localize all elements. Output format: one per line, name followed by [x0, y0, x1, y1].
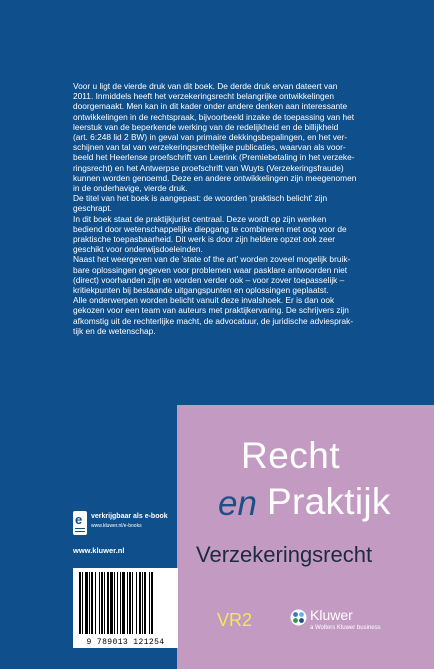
barcode-bar: [101, 572, 103, 634]
barcode-bar: [127, 572, 128, 634]
barcode-bar: [144, 572, 146, 634]
barcode-bar: [79, 572, 81, 634]
barcode-bar: [129, 572, 131, 634]
barcode-bar: [120, 572, 121, 634]
blurb-paragraph: De titel van het boek is aangepast: de woorden 'praktisch belicht' zijn geschrapt.: [73, 193, 328, 214]
ebook-label: verkrijgbaar als e-book: [91, 513, 168, 520]
barcode-bar: [91, 572, 93, 634]
barcode-bars: [73, 568, 178, 648]
ebook-url: www.kluwer.nl/e-books: [91, 523, 142, 529]
book-subtitle: Verzekeringsrecht: [196, 542, 373, 567]
barcode-bar: [142, 572, 143, 634]
barcode-bar: [99, 572, 100, 634]
blurb-paragraph: Naast het weergeven van de 'state of the art' worden zoveel mogelijk bruik- bare oplossingen gegeven voor problemen waar pasklare antwoorden niet (direct) voorhanden zijn en worden verder ook – voor zover toepasselijk – kritiekpunten bij bestaande uitgangspunten en oplossingen geplaatst.: [73, 254, 351, 296]
barcode-bar: [89, 572, 90, 634]
publisher-tagline: a Wolters Kluwer business: [310, 625, 381, 631]
publisher-website: www.kluwer.nl: [73, 546, 125, 555]
volume-code: VR2: [217, 610, 253, 630]
barcode-bar: [132, 572, 133, 634]
barcode-bar: [85, 572, 88, 634]
isbn-barcode: [73, 568, 178, 648]
series-title-recht: Recht: [241, 435, 341, 476]
barcode-bar: [114, 572, 115, 634]
ebook-icon: e: [73, 511, 87, 535]
barcode-bar: [151, 572, 153, 634]
barcode-bar: [104, 572, 105, 634]
barcode-bar: [136, 572, 137, 634]
blurb-paragraph: In dit boek staat de praktijkjurist centraal. Deze wordt op zijn wenken bediend door wetenschappelijke diepgang te combineren met oog voor de praktische toepasbaarheid. Dit werk is door zijn heldere opzet ook zeer geschikt voor onderwijsdoeleinden.: [73, 213, 347, 255]
barcode-bar: [149, 572, 150, 634]
series-title-en: en: [218, 484, 257, 523]
barcode-bar: [110, 572, 113, 634]
barcode-bar: [82, 572, 83, 634]
blurb-paragraph: Voor u ligt de vierde druk van dit boek. De derde druk ervan dateert van 2011. Inmiddels heeft het verzekeringsrecht belangrijke ontwikkelingen doorgemaakt. Men kan in dit kader onder andere denken aan interessante ontwikkelingen in de rechtspraak, bijvoorbeeld inzake de toepassing van het leerstuk van de beperkende werking van de redelijkheid en de billijkheid (art. 6:248 lid 2 BW) in geval van primaire dekkingsbepalingen, en het ver- schijnen van tal van verzekeringsrechtelijke publicaties, waarvan als voor- beeld het Heerlense proefschrift van Leerink (Premiebetaling in het verzeke- ringsrecht) en het Antwerpse proefschrift van Wuyts (Verzekeringsfraude) kunnen worden genoemd. Deze en andere ontwikkelingen zijn meegenomen in de onderhavige, vierde druk.: [73, 81, 357, 194]
kluwer-globe-icon: [290, 609, 307, 626]
publisher-name: Kluwer: [310, 607, 353, 623]
barcode-bar: [95, 572, 96, 634]
barcode-bar: [139, 572, 141, 634]
barcode-bar: [107, 572, 109, 634]
isbn-number: 9 789013 121254: [86, 638, 165, 647]
barcode-bar: [122, 572, 125, 634]
blurb-paragraph: Alle onderwerpen worden belicht vanuit deze invalshoek. Er is dan ook gekozen voor een team van auteurs met praktijkervaring. De schrijvers zijn afkomstig uit de rechterlijke macht, de advocatuur, de juridische adviesprak- tijk en de wetenschap.: [73, 295, 354, 336]
series-title-praktijk: Praktijk: [267, 481, 391, 522]
back-cover-blurb: [73, 81, 395, 336]
barcode-bar: [117, 572, 118, 634]
